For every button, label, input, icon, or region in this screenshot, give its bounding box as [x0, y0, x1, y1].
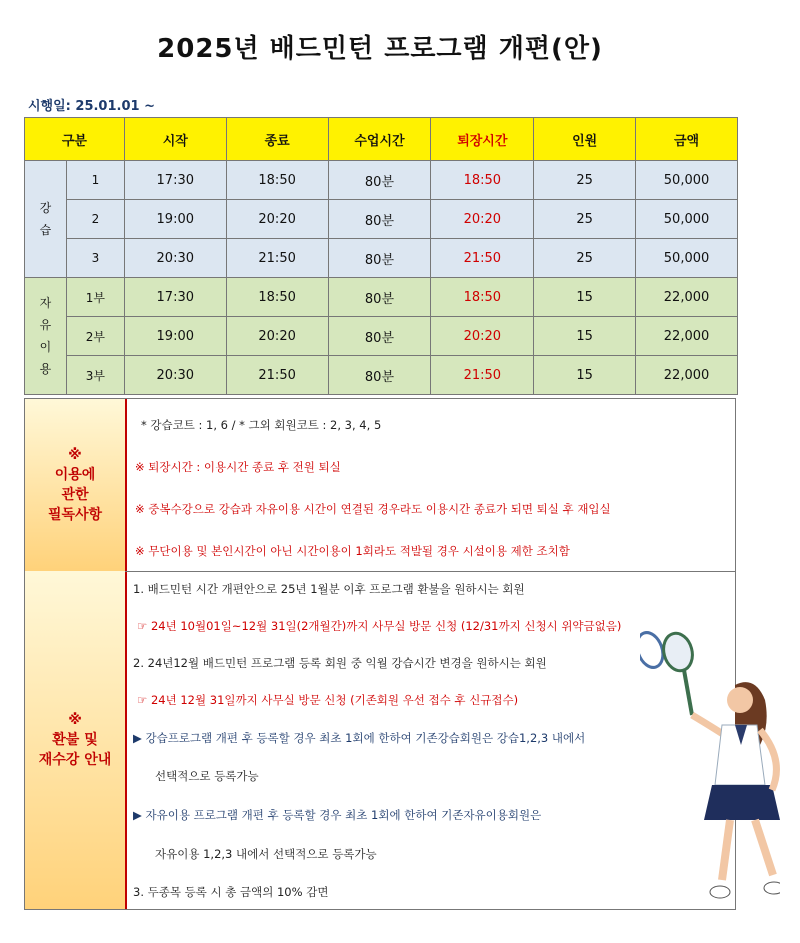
exit-time: 18:50 — [431, 278, 534, 317]
start-time: 17:30 — [124, 161, 226, 200]
row-number: 3 — [66, 239, 124, 278]
table-row — [25, 278, 738, 317]
header-exit: 퇴장시간 — [431, 118, 534, 161]
refund-line-3: 2. 24년12월 배드민턴 프로그램 등록 회원 중 익월 강습시간 변경을 원하시는 회원 — [133, 656, 547, 670]
tennis-player-illustration — [640, 630, 780, 920]
end-time: 20:20 — [226, 200, 328, 239]
notice-label-box — [25, 399, 127, 572]
table-row — [25, 239, 738, 278]
refund-line-5: ▶ 강습프로그램 개편 후 등록할 경우 최초 1회에 한하여 기존강습회원은 강습1,2,3 내에서 — [133, 731, 586, 745]
capacity: 25 — [534, 239, 636, 278]
start-time: 19:00 — [124, 317, 226, 356]
row-number: 1부 — [66, 278, 124, 317]
header-price: 금액 — [636, 118, 738, 161]
end-time: 21:50 — [226, 356, 328, 395]
header-capacity: 인원 — [534, 118, 636, 161]
end-time: 20:20 — [226, 317, 328, 356]
price: 50,000 — [636, 161, 738, 200]
exit-time: 20:20 — [431, 200, 534, 239]
table-row — [25, 200, 738, 239]
notice-line-courts: * 강습코트 : 1, 6 / * 그외 회원코트 : 2, 3, 4, 5 — [141, 418, 382, 432]
start-time: 19:00 — [124, 200, 226, 239]
section-divider — [125, 571, 735, 572]
group-label-lesson: 강 습 — [25, 161, 67, 278]
start-time: 20:30 — [124, 356, 226, 395]
duration: 80분 — [328, 278, 431, 317]
capacity: 15 — [534, 317, 636, 356]
header-duration: 수업시간 — [328, 118, 431, 161]
header-end: 종료 — [226, 118, 328, 161]
start-time: 20:30 — [124, 239, 226, 278]
effective-date: 시행일: 25.01.01 ~ — [28, 99, 155, 114]
notice-label: ※ 이용에 관한 필독사항 — [47, 447, 103, 523]
refund-line-8: 자유이용 1,2,3 내에서 선택적으로 등록가능 — [155, 847, 377, 861]
price: 22,000 — [636, 317, 738, 356]
refund-line-6: 선택적으로 등록가능 — [155, 769, 259, 783]
price: 50,000 — [636, 239, 738, 278]
header-category: 구분 — [25, 118, 125, 161]
end-time: 18:50 — [226, 278, 328, 317]
exit-time: 20:20 — [431, 317, 534, 356]
table-row — [25, 317, 738, 356]
notice-line-overlap: ※ 중복수강으로 강습과 자유이용 시간이 연결된 경우라도 이용시간 종료가 되면 퇴실 후 재입실 — [135, 502, 611, 516]
capacity: 25 — [534, 161, 636, 200]
capacity: 15 — [534, 356, 636, 395]
page-title: 2025년 배드민턴 프로그램 개편(안) — [157, 34, 603, 64]
refund-line-7: ▶ 자유이용 프로그램 개편 후 등록할 경우 최초 1회에 한하여 기존자유이용회원은 — [133, 808, 542, 822]
capacity: 15 — [534, 278, 636, 317]
refund-label: ※ 환불 및 재수강 안내 — [38, 712, 112, 768]
end-time: 21:50 — [226, 239, 328, 278]
refund-line-1: 1. 배드민턴 시간 개편안으로 25년 1월분 이후 프로그램 환불을 원하시는 회원 — [133, 582, 525, 596]
duration: 80분 — [328, 200, 431, 239]
table-row — [25, 356, 738, 395]
duration: 80분 — [328, 161, 431, 200]
row-number: 2부 — [66, 317, 124, 356]
exit-time: 18:50 — [431, 161, 534, 200]
end-time: 18:50 — [226, 161, 328, 200]
schedule-table — [24, 117, 738, 395]
exit-time: 21:50 — [431, 239, 534, 278]
row-number: 2 — [66, 200, 124, 239]
notice-line-restriction: ※ 무단이용 및 본인시간이 아닌 시간이용이 1회라도 적발될 경우 시설이용 제한 조치함 — [135, 544, 570, 558]
price: 22,000 — [636, 278, 738, 317]
duration: 80분 — [328, 317, 431, 356]
start-time: 17:30 — [124, 278, 226, 317]
notes-section — [24, 398, 736, 910]
notice-line-exit: ※ 퇴장시간 : 이용시간 종료 후 전원 퇴실 — [135, 460, 341, 474]
duration: 80분 — [328, 239, 431, 278]
refund-label-box — [25, 571, 127, 909]
header-start: 시작 — [124, 118, 226, 161]
exit-time: 21:50 — [431, 356, 534, 395]
group-label-free: 자 유 이 용 — [25, 278, 67, 395]
row-number: 1 — [66, 161, 124, 200]
capacity: 25 — [534, 200, 636, 239]
price: 22,000 — [636, 356, 738, 395]
refund-line-4: ☞ 24년 12월 31일까지 사무실 방문 신청 (기존회원 우선 접수 후 신규접수) — [137, 693, 519, 707]
row-number: 3부 — [66, 356, 124, 395]
refund-line-9: 3. 두종목 등록 시 총 금액의 10% 감면 — [133, 885, 329, 899]
price: 50,000 — [636, 200, 738, 239]
duration: 80분 — [328, 356, 431, 395]
table-header-row — [25, 118, 738, 161]
table-row — [25, 161, 738, 200]
refund-line-2: ☞ 24년 10월01일~12월 31일(2개월간)까지 사무실 방문 신청 (12/31까지 신청시 위약금없음) — [137, 619, 622, 633]
